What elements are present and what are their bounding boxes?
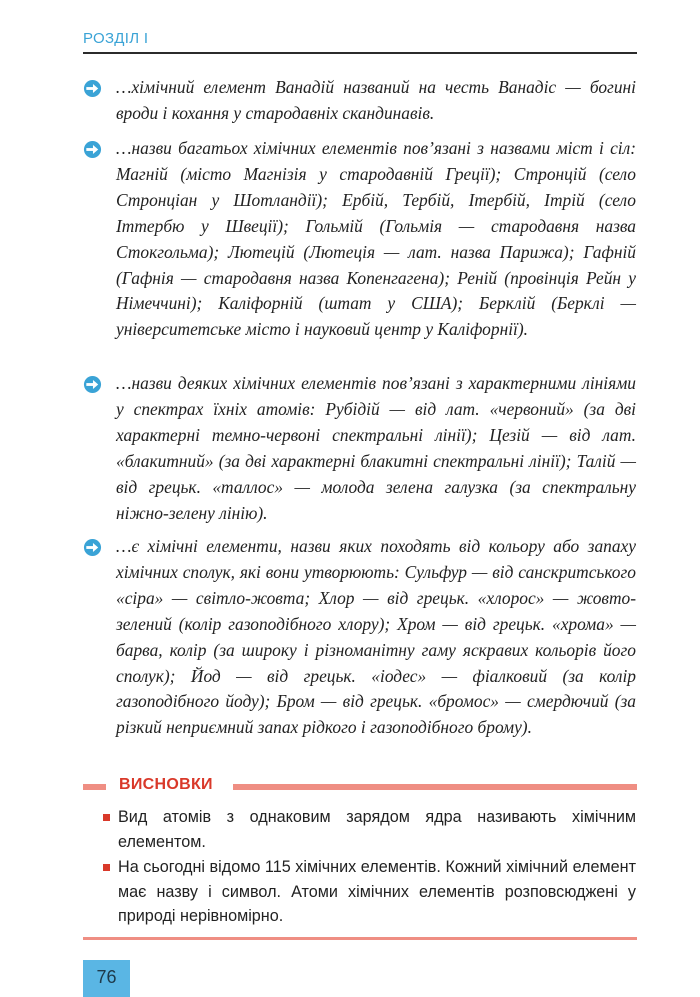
page-number: 76: [96, 967, 117, 987]
fact-text: …назви деяких хімічних елементів пов’язані з характерними лініями у спектрах їхніх атомів: Рубідій — від лат. «червоний» (за дві характерні темно-червоні спектральні лінії); Цезій — від лат. «блакитний» (за дві характерні блакитні спектральні лінії); Талій — від грецьк. «таллос» — молода зелена галузка (за спектральну ніжно-зелену лінію).: [116, 373, 636, 523]
page-number-box: [83, 960, 130, 997]
fact-text: …хімічний елемент Ванадій названий на честь Ванадіс — богині вроди і кохання у стародавніх скандинавів.: [116, 77, 636, 123]
arrow-right-icon: [83, 538, 102, 557]
conclusion-text: На сьогодні відомо 115 хімічних елементів. Кожний хімічний елемент має назву і символ. Атоми хімічних елементів розповсюджені у природі нерівномірно.: [118, 858, 636, 925]
arrow-right-icon: [83, 79, 102, 98]
section-header: РОЗДІЛ І: [83, 30, 149, 47]
conclusion-item: [118, 805, 636, 854]
fact-item: [116, 534, 636, 741]
arrow-right-icon: [83, 375, 102, 394]
fact-item: [116, 75, 636, 127]
arrow-right-icon: [83, 140, 102, 159]
fact-text: …є хімічні елементи, назви яких походять від кольору або запаху хімічних сполук, які вони утворюють: Сульфур — від санскритського «сіра» — світло-жовта; Хлор — від грецьк. «хлорос» — жовто-зелений (колір газоподібного хлору); Хром — від грецьк. «хрома» — барва, колір (за широку і різноманітну гаму яскравих кольорів його сполук); Йод — від грецьк. «іодес» — фіалковий (за колір газоподібного йоду); Бром — від грецьк. «бромос» — смердючий (за різкий неприємний запах рідкого і газоподібного брому).: [116, 536, 636, 738]
header-divider: [83, 52, 637, 54]
fact-item: [116, 371, 636, 526]
footer-divider: [83, 937, 637, 940]
square-bullet-icon: [103, 864, 110, 871]
square-bullet-icon: [103, 814, 110, 821]
fact-item: [116, 136, 636, 343]
conclusions-bar-right: [233, 784, 637, 790]
conclusions-title: ВИСНОВКИ: [119, 776, 213, 793]
conclusions-bar-left: [83, 784, 106, 790]
conclusions-header: [83, 776, 637, 800]
fact-text: …назви багатьох хімічних елементів пов’язані з назвами міст і сіл: Магній (місто Магнізія у стародавній Греції); Стронцій (село Стронціан у Шотландії); Ербій, Тербій, Ітербій, Ітрій (село Іттербю у Швеції); Гольмій (Гольмія — стародавня назва Стокгольма); Лютецій (Лютеція — лат. назва Парижа); Гафній (Гафнія — стародавня назва Копенгагена); Реній (провінція Рейн у Німеччині); Каліфорній (штат у США); Берклій (Берклі — університетське місто і науковий центр у Каліфорнії).: [116, 138, 636, 340]
conclusion-item: [118, 855, 636, 929]
conclusion-text: Вид атомів з однаковим зарядом ядра називають хімічним елементом.: [118, 808, 636, 851]
